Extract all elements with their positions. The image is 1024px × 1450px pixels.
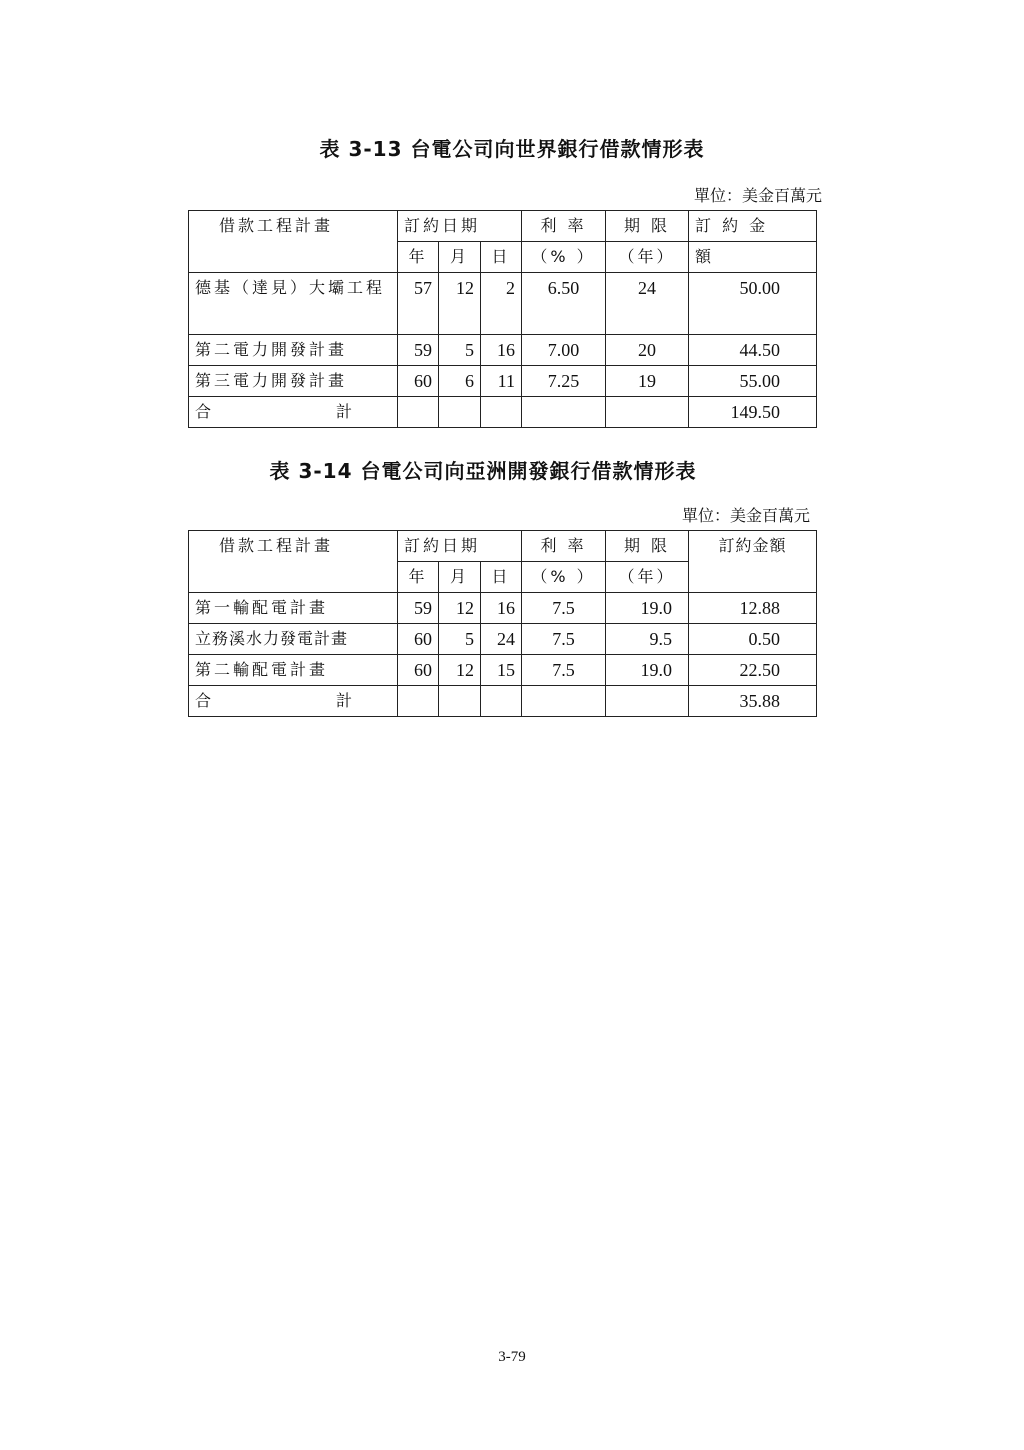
header-rate-unit: （% ） [522,242,606,273]
header-project: 借款工程計畫 [189,211,398,273]
table-row [189,366,817,397]
rate-cell: 7.5 [522,655,606,686]
table1-unit: 單位：美金百萬元 [693,186,822,205]
table2-title: 表 3-14 台電公司向亞洲開發銀行借款情形表 [269,459,697,483]
year-cell: 57 [398,273,439,335]
table-row [189,655,817,686]
table2-header-row-1 [189,531,817,562]
term-cell: 24 [606,273,689,335]
rate-cell: 7.00 [522,335,606,366]
month-cell: 6 [439,366,481,397]
year-cell: 59 [398,335,439,366]
empty-cell [439,686,481,717]
total-amount-cell: 35.88 [689,686,817,717]
day-cell: 2 [481,273,522,335]
total-label-cell [189,397,398,428]
table1-header-row-1 [189,211,817,242]
table2-unit: 單位：美金百萬元 [681,506,810,525]
header-amount: 訂約金額 [689,531,817,593]
header-year: 年 [398,562,439,593]
month-cell: 12 [439,655,481,686]
project-cell: 第二電力開發計畫 [189,335,398,366]
header-day: 日 [481,562,522,593]
empty-cell [439,397,481,428]
empty-cell [522,686,606,717]
header-month: 月 [439,242,481,273]
rate-cell: 7.25 [522,366,606,397]
term-cell: 19 [606,366,689,397]
total-amount-cell: 149.50 [689,397,817,428]
project-cell: 第三電力開發計畫 [189,366,398,397]
header-year: 年 [398,242,439,273]
empty-cell [606,397,689,428]
table-row [189,335,817,366]
amount-cell: 55.00 [689,366,817,397]
header-date: 訂約日期 [398,531,522,562]
header-date: 訂約日期 [398,211,522,242]
empty-cell [398,397,439,428]
total-row [189,397,817,428]
table1 [188,210,817,428]
header-rate-unit: （% ） [522,562,606,593]
header-term-unit: （年） [606,242,689,273]
total-label-left: 合 [195,402,215,421]
rate-cell: 6.50 [522,273,606,335]
project-cell: 德基（達見）大壩工程 [189,273,398,335]
year-cell: 60 [398,624,439,655]
project-cell: 第二輸配電計畫 [189,655,398,686]
total-label-cell [189,686,398,717]
empty-cell [481,686,522,717]
total-label-right: 計 [335,691,355,710]
amount-cell: 0.50 [689,624,817,655]
header-term: 期 限 [606,211,689,242]
rate-cell: 7.5 [522,593,606,624]
header-day: 日 [481,242,522,273]
header-amount-line2: 額 [689,242,817,273]
year-cell: 60 [398,366,439,397]
term-cell: 19.0 [606,655,689,686]
header-term: 期 限 [606,531,689,562]
amount-cell: 50.00 [689,273,817,335]
header-month: 月 [439,562,481,593]
day-cell: 15 [481,655,522,686]
table-row [189,273,817,335]
month-cell: 12 [439,273,481,335]
day-cell: 16 [481,593,522,624]
year-cell: 59 [398,593,439,624]
term-cell: 20 [606,335,689,366]
term-cell: 9.5 [606,624,689,655]
total-label-right: 計 [335,402,355,421]
table2 [188,530,817,717]
empty-cell [606,686,689,717]
day-cell: 24 [481,624,522,655]
header-rate: 利 率 [522,211,606,242]
empty-cell [481,397,522,428]
month-cell: 5 [439,335,481,366]
total-row [189,686,817,717]
header-amount: 訂 約 金 [689,211,817,242]
amount-cell: 44.50 [689,335,817,366]
total-label-left: 合 [195,691,215,710]
amount-cell: 22.50 [689,655,817,686]
month-cell: 5 [439,624,481,655]
day-cell: 11 [481,366,522,397]
project-cell: 立務溪水力發電計畫 [189,624,398,655]
term-cell: 19.0 [606,593,689,624]
empty-cell [522,397,606,428]
year-cell: 60 [398,655,439,686]
amount-cell: 12.88 [689,593,817,624]
project-cell: 第一輸配電計畫 [189,593,398,624]
day-cell: 16 [481,335,522,366]
page-number: 3-79 [498,1349,526,1365]
header-project: 借款工程計畫 [189,531,398,593]
rate-cell: 7.5 [522,624,606,655]
header-rate: 利 率 [522,531,606,562]
table1-title: 表 3-13 台電公司向世界銀行借款情形表 [319,137,705,161]
table-row [189,593,817,624]
table-row [189,624,817,655]
empty-cell [398,686,439,717]
header-term-unit: （年） [606,562,689,593]
month-cell: 12 [439,593,481,624]
